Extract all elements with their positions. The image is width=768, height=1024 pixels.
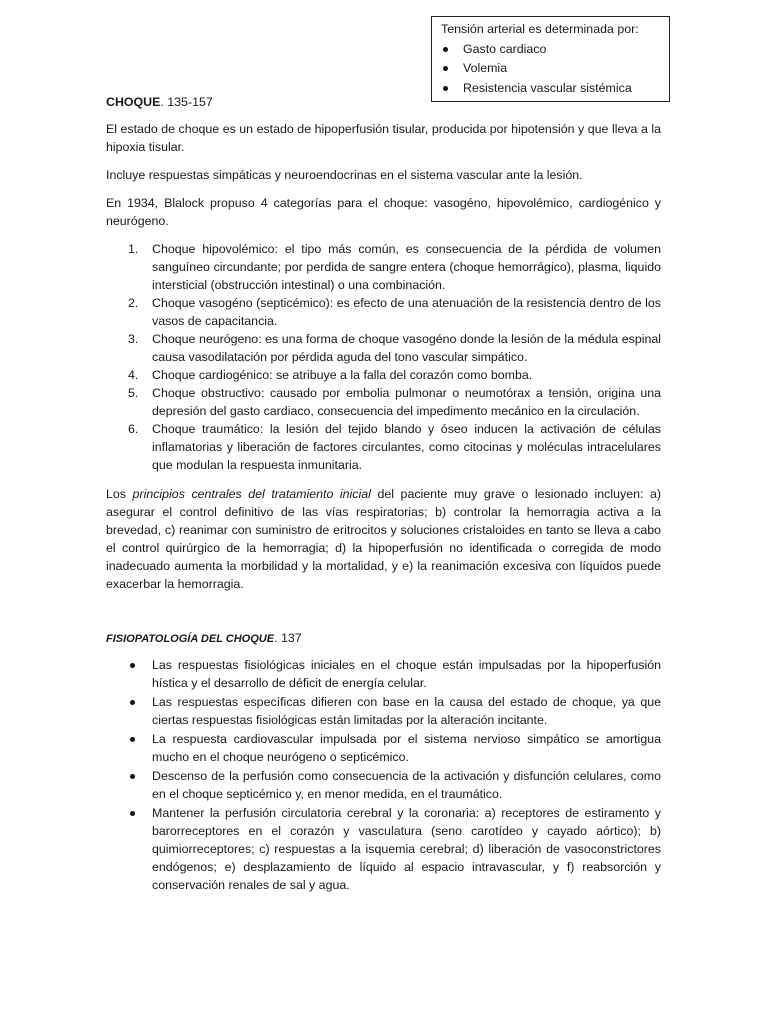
shock-types-list (106, 240, 661, 474)
list-text: Choque cardiogénico: se atribuye a la falla del corazón como bomba. (152, 368, 533, 382)
blood-pressure-box (431, 16, 670, 102)
box-item: Gasto cardiaco (441, 40, 669, 60)
principles-rest: del paciente muy grave o lesionado incluyen: a) asegurar el control definitivo de las vías respiratorias; b) controlar la hemorragia activa a la brevedad, c) reanimar con suministro de eritrocitos y soluciones cristaloides en tanto se lleva a cabo el control quirúrgico de la hemorragia; d) la hipoperfusión no identificada o corregida de modo inadecuado aumenta la morbilidad y la mortalidad, y e) la reanimación excesiva con líquidos puede exacerbar la hemorragia. (106, 487, 662, 591)
list-item (106, 366, 661, 384)
paragraph: Incluye respuestas simpáticas y neuroendocrinas en el sistema vascular ante la lesión. (106, 168, 583, 182)
list-item (106, 330, 661, 366)
paragraph: El estado de choque es un estado de hipoperfusión tisular, producida por hipotensión y que lleva a la hipoxia tisular. (106, 122, 661, 154)
list-item (106, 240, 661, 294)
list-item: Mantener la perfusión circulatoria cerebral y la coronaria: a) receptores de estiramento y barorreceptores en el corazón y vasculatura (seno carotídeo y cayado aórtico); b) quimiorreceptores; c) respuestas a la isquemia cerebral; d) liberación de vasoconstrictores endógenos; e) desplazamiento de líquido al espacio intravascular, y f) reabsorción y conservación renales de sal y agua. (106, 804, 661, 894)
paragraph: En 1934, Blalock propuso 4 categorías para el choque: vasogéno, hipovolémico, cardiogénico y neurógeno. (106, 196, 661, 228)
list-item: La respuesta cardiovascular impulsada por el sistema nervioso simpático se amortigua mucho en el choque neurógeno o septicémico. (106, 730, 661, 766)
list-number: 6. (128, 422, 139, 436)
box-title: Tensión arterial es determinada por: (441, 22, 639, 36)
list-item (106, 294, 661, 330)
section-spacer (106, 593, 661, 629)
fisio-title: FISIOPATOLOGÍA DEL CHOQUE (106, 633, 275, 645)
list-text: Choque traumático: la lesión del tejido blando y óseo inducen la activación de células inflamatorias y liberación de factores circulantes, como citocinas y moléculas intracelulares que modulan la respuesta inmunitaria. (152, 422, 661, 472)
principles-paragraph (106, 485, 661, 593)
list-number: 5. (128, 386, 139, 400)
heading-pages: . 135-157 (160, 95, 213, 109)
box-item: Resistencia vascular sistémica (441, 79, 669, 99)
list-item (106, 420, 661, 474)
list-item (106, 384, 661, 420)
list-text: Choque vasogéno (septicémico): es efecto de una atenuación de la resistencia dentro de los vasos de capacitancia. (152, 296, 661, 328)
list-text: Choque hipovolémico: el tipo más común, es consecuencia de la pérdida de volumen sanguíneo circundante; por perdida de sangre entera (choque hemorrágico), plasma, liquido intersticial (obstrucción intestinal) o una combinación. (152, 242, 661, 292)
fisiopatologia-heading (106, 629, 661, 648)
list-number: 4. (128, 368, 139, 382)
fisio-pages: . 137 (274, 631, 302, 645)
list-number: 3. (128, 332, 139, 346)
principles-emphasis: principios centrales del tratamiento inicial (132, 487, 371, 501)
list-item: Descenso de la perfusión como consecuencia de la activación y disfunción celulares, como en el choque septicémico y, en menor medida, en el traumático. (106, 767, 661, 803)
heading-title: CHOQUE (106, 95, 161, 109)
document-body (106, 93, 661, 895)
box-list (441, 40, 669, 99)
list-item: Las respuestas fisiológicas iniciales en el choque están impulsadas por la hipoperfusión hística y el desarrollo de déficit de energía celular. (106, 656, 661, 692)
box-item: Volemia (441, 59, 669, 79)
list-number: 1. (128, 242, 139, 256)
list-number: 2. (128, 296, 139, 310)
list-text: Choque neurógeno: es una forma de choque vasogéno donde la lesión de la médula espinal causa vasodilatación por pérdida aguda del tono vascular simpático. (152, 332, 661, 364)
list-text: Choque obstructivo: causado por embolia pulmonar o neumotórax a tensión, origina una depresión del gasto cardiaco, consecuencia del impedimento mecánico en la circulación. (152, 386, 661, 418)
fisiopatologia-list (106, 656, 661, 894)
list-item: Las respuestas específicas difieren con base en la causa del estado de choque, ya que ciertas respuestas fisiológicas están limitadas por la alteración incitante. (106, 693, 661, 729)
principles-lead: Los (106, 487, 133, 501)
section-heading (106, 93, 661, 111)
